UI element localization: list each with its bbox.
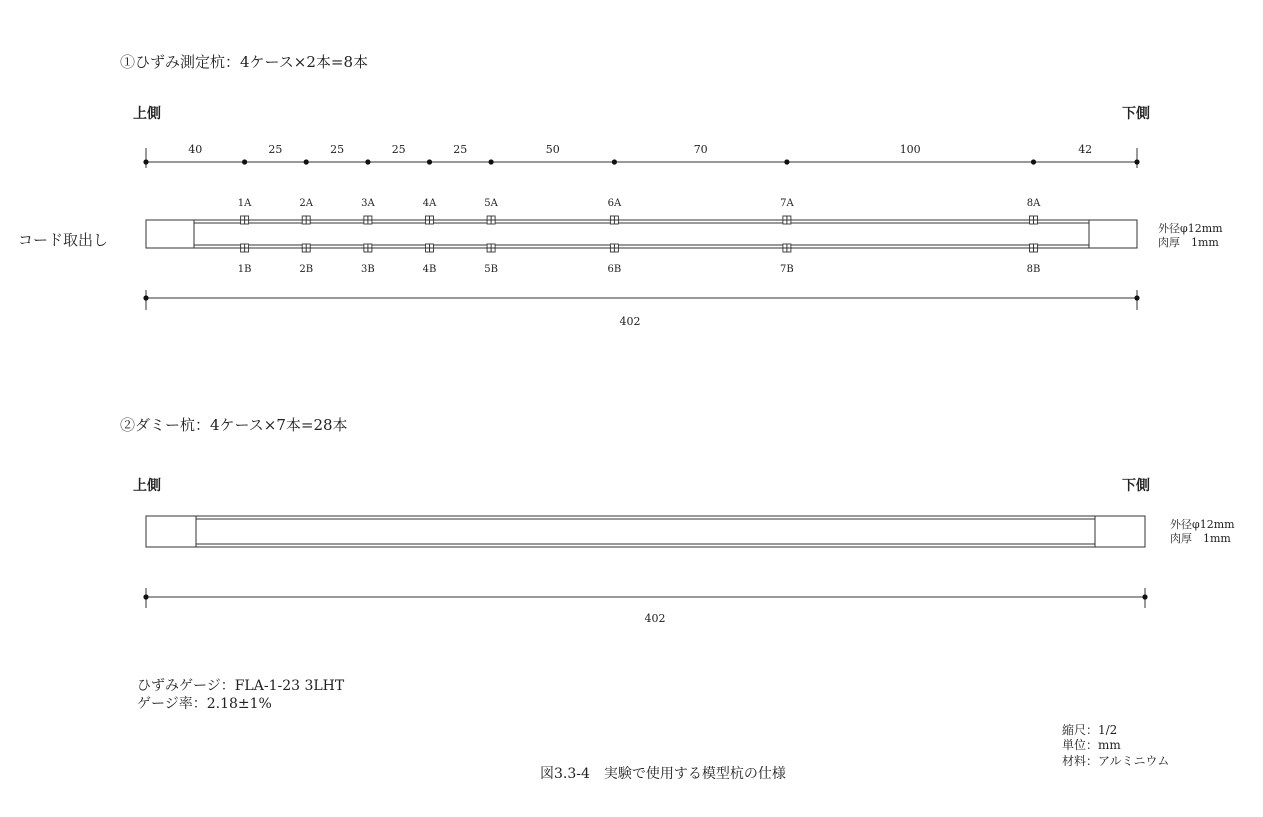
strain-gauge-bottom [610, 244, 618, 252]
gauge-label-bottom: 4B [422, 264, 437, 275]
section1-total-dimension [143, 290, 1139, 310]
section1-top-dimension-chain [143, 143, 1139, 168]
gauge-label-top: 7A [780, 198, 794, 209]
gauge-label-top: 8A [1026, 198, 1041, 209]
section1-right-label: 下側 [1122, 106, 1150, 122]
strain-gauge-top [364, 216, 372, 224]
section2-title: ②ダミー杭：4ケース×7本=28本 [120, 416, 348, 434]
cord-exit-label: コード取出し [18, 231, 109, 249]
section1-spec-outer: 外径φ12mm [1158, 222, 1223, 235]
legend-material: 材料：アルミニウム [1062, 754, 1170, 768]
strain-gauge-top [783, 216, 791, 224]
dimension-point [1134, 159, 1139, 164]
dimension-label: 50 [545, 143, 560, 156]
section2-total-length: 402 [644, 612, 666, 625]
gauge-label-bottom: 1B [237, 264, 252, 275]
dimension-point [242, 159, 247, 164]
section2-left-label: 上側 [133, 478, 161, 494]
strain-gauge-bottom [364, 244, 372, 252]
gauge-label-top: 2A [299, 198, 313, 209]
section1-title: ①ひずみ測定杭：4ケース×2本=8本 [120, 53, 369, 71]
section1-left-label: 上側 [133, 106, 161, 122]
strain-gauge-top [302, 216, 310, 224]
dimension-label: 40 [188, 143, 203, 156]
section2-total-dimension [143, 588, 1147, 608]
dimension-point [612, 159, 617, 164]
gauge-label-top: 1A [237, 198, 252, 209]
strain-gauge-bottom [426, 244, 434, 252]
strain-gauge-top [610, 216, 618, 224]
strain-gauge-bottom [1030, 244, 1038, 252]
section2-right-label: 下側 [1122, 478, 1150, 494]
legend-scale: 縮尺：1/2 [1062, 723, 1118, 737]
dimension-label: 100 [899, 143, 921, 156]
dimension-label: 42 [1078, 143, 1093, 156]
strain-gauge-bottom [783, 244, 791, 252]
dimension-label: 25 [268, 143, 283, 156]
dimension-label: 25 [330, 143, 345, 156]
section2-spec-thickness: 肉厚 1mm [1170, 532, 1231, 545]
gauge-label-bottom: 5B [484, 264, 498, 275]
figure-caption: 図3.3-4 実験で使用する模型杭の仕様 [540, 766, 786, 782]
dimension-point [304, 159, 309, 164]
dimension-label: 70 [693, 143, 708, 156]
strain-gauge-top [1030, 216, 1038, 224]
gauge-label-top: 3A [361, 198, 375, 209]
dimension-point [784, 159, 789, 164]
gauge-label-bottom: 3B [361, 264, 375, 275]
section2-spec-outer: 外径φ12mm [1170, 518, 1235, 531]
dimension-point [489, 159, 494, 164]
gauge-label-top: 4A [422, 198, 437, 209]
legend-unit: 単位：mm [1062, 738, 1121, 752]
gauge-label-top: 5A [484, 198, 498, 209]
gauge-type-note: ひずみゲージ：FLA-1-23 3LHT [137, 678, 345, 694]
strain-gauge-bottom [302, 244, 310, 252]
gauge-label-bottom: 2B [299, 264, 314, 275]
dimension-point [365, 159, 370, 164]
gauge-label-bottom: 6B [607, 264, 622, 275]
dimension-point [143, 159, 148, 164]
gauge-label-bottom: 7B [780, 264, 794, 275]
strain-gauge-bottom [487, 244, 495, 252]
strain-gauge-bottom [241, 244, 249, 252]
gauge-label-top: 6A [607, 198, 622, 209]
dimension-label: 25 [453, 143, 468, 156]
dimension-point [1031, 159, 1036, 164]
gauge-label-bottom: 8B [1026, 264, 1041, 275]
dimension-label: 25 [391, 143, 406, 156]
strain-gauge-top [487, 216, 495, 224]
dimension-point [427, 159, 432, 164]
section1-total-length: 402 [619, 315, 641, 328]
strain-gauge-top [241, 216, 249, 224]
strain-gauge-top [426, 216, 434, 224]
section1-spec-thickness: 肉厚 1mm [1158, 236, 1219, 249]
section1-gauges-bottom [238, 244, 1041, 275]
section1-pile-body [146, 220, 1137, 248]
gauge-factor-note: ゲージ率：2.18±1% [137, 696, 272, 712]
section2-pile-body [146, 516, 1145, 547]
